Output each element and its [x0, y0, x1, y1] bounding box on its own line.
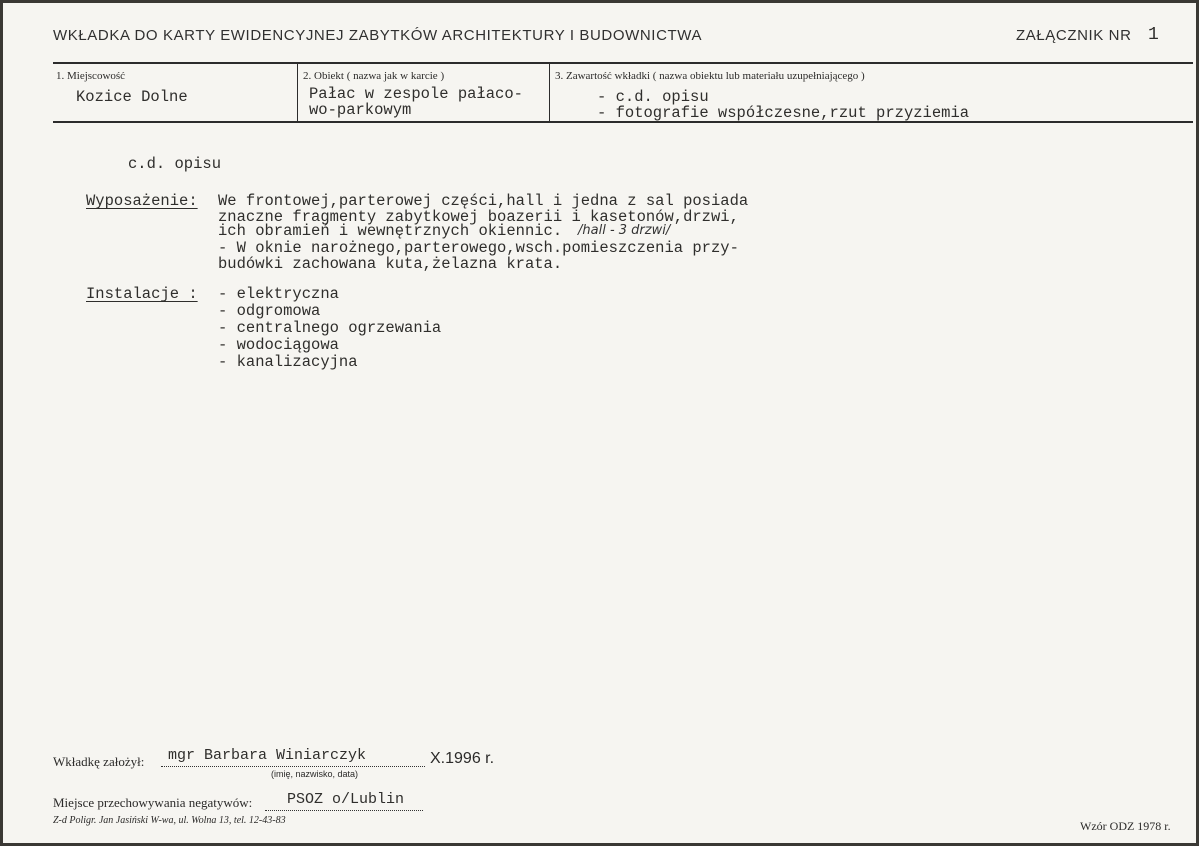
installation-item: - wodociągowa: [218, 336, 339, 354]
created-by-value: mgr Barbara Winiarczyk: [168, 747, 367, 764]
contents-label: 3. Zawartość wkładki ( nazwa obiektu lub materiału uzupełniającego ): [555, 70, 865, 82]
object-label: 2. Obiekt ( nazwa jak w karcie ): [303, 70, 445, 82]
object-value-line2: wo-parkowym: [309, 101, 412, 119]
created-hint: (imię, nazwisko, data): [271, 769, 359, 779]
equipment-line-5: budówki zachowana kuta,żelazna krata.: [218, 255, 563, 273]
installations-label: Instalacje :: [86, 285, 198, 303]
equipment-label: Wyposażenie:: [86, 192, 198, 210]
negatives-label: Miejsce przechowywania negatywów:: [53, 795, 253, 810]
printer-note: Z-d Poligr. Jan Jasiński W-wa, ul. Wolna 13, tel. 12-43-83: [53, 815, 286, 826]
place-value: Kozice Dolne: [76, 88, 188, 106]
attachment-number: 1: [1148, 25, 1159, 45]
negatives-value: PSOZ o/Lublin: [287, 791, 405, 808]
created-by-dotted-line: [161, 765, 425, 767]
contents-line2: - fotografie współczesne,rzut przyziemia: [597, 104, 970, 122]
installation-item: - centralnego ogrzewania: [218, 319, 442, 337]
created-by-label: Wkładkę założył:: [53, 754, 145, 769]
column-divider-1: [297, 64, 298, 121]
equipment-line-2: znaczne fragmenty zabytkowej boazerii i kasetonów,drzwi,: [218, 208, 739, 226]
negatives-dotted-line: [265, 809, 423, 811]
continuation-heading: c.d. opisu: [128, 155, 222, 173]
installation-item: - odgromowa: [218, 302, 321, 320]
box-top-rule: [53, 62, 1193, 64]
equipment-line-3: ich obramień i wewnętrznych okiennic.: [218, 222, 563, 240]
contents-line1: - c.d. opisu: [597, 88, 709, 106]
form-title: WKŁADKA DO KARTY EWIDENCYJNEJ ZABYTKÓW ARCHITEKTURY I BUDOWNICTWA: [53, 27, 703, 44]
place-label: 1. Miejscowość: [56, 70, 126, 82]
object-value-line1: Pałac w zespole pałaco-: [309, 85, 523, 103]
installation-item: - elektryczna: [218, 285, 339, 303]
equipment-line-4: - W oknie narożnego,parterowego,wsch.pomieszczenia przy-: [218, 239, 739, 257]
created-date: X.1996 r.: [430, 750, 495, 767]
equipment-line-1: We frontowej,parterowej części,hall i jedna z sal posiada: [218, 192, 749, 210]
handwritten-note: /hall - 3 drzwi/: [578, 223, 671, 238]
installation-item: - kanalizacyjna: [218, 353, 358, 371]
form-number: Wzór ODZ 1978 r.: [1080, 819, 1171, 833]
column-divider-2: [549, 64, 550, 121]
attachment-label: ZAŁĄCZNIK NR: [1016, 27, 1132, 44]
